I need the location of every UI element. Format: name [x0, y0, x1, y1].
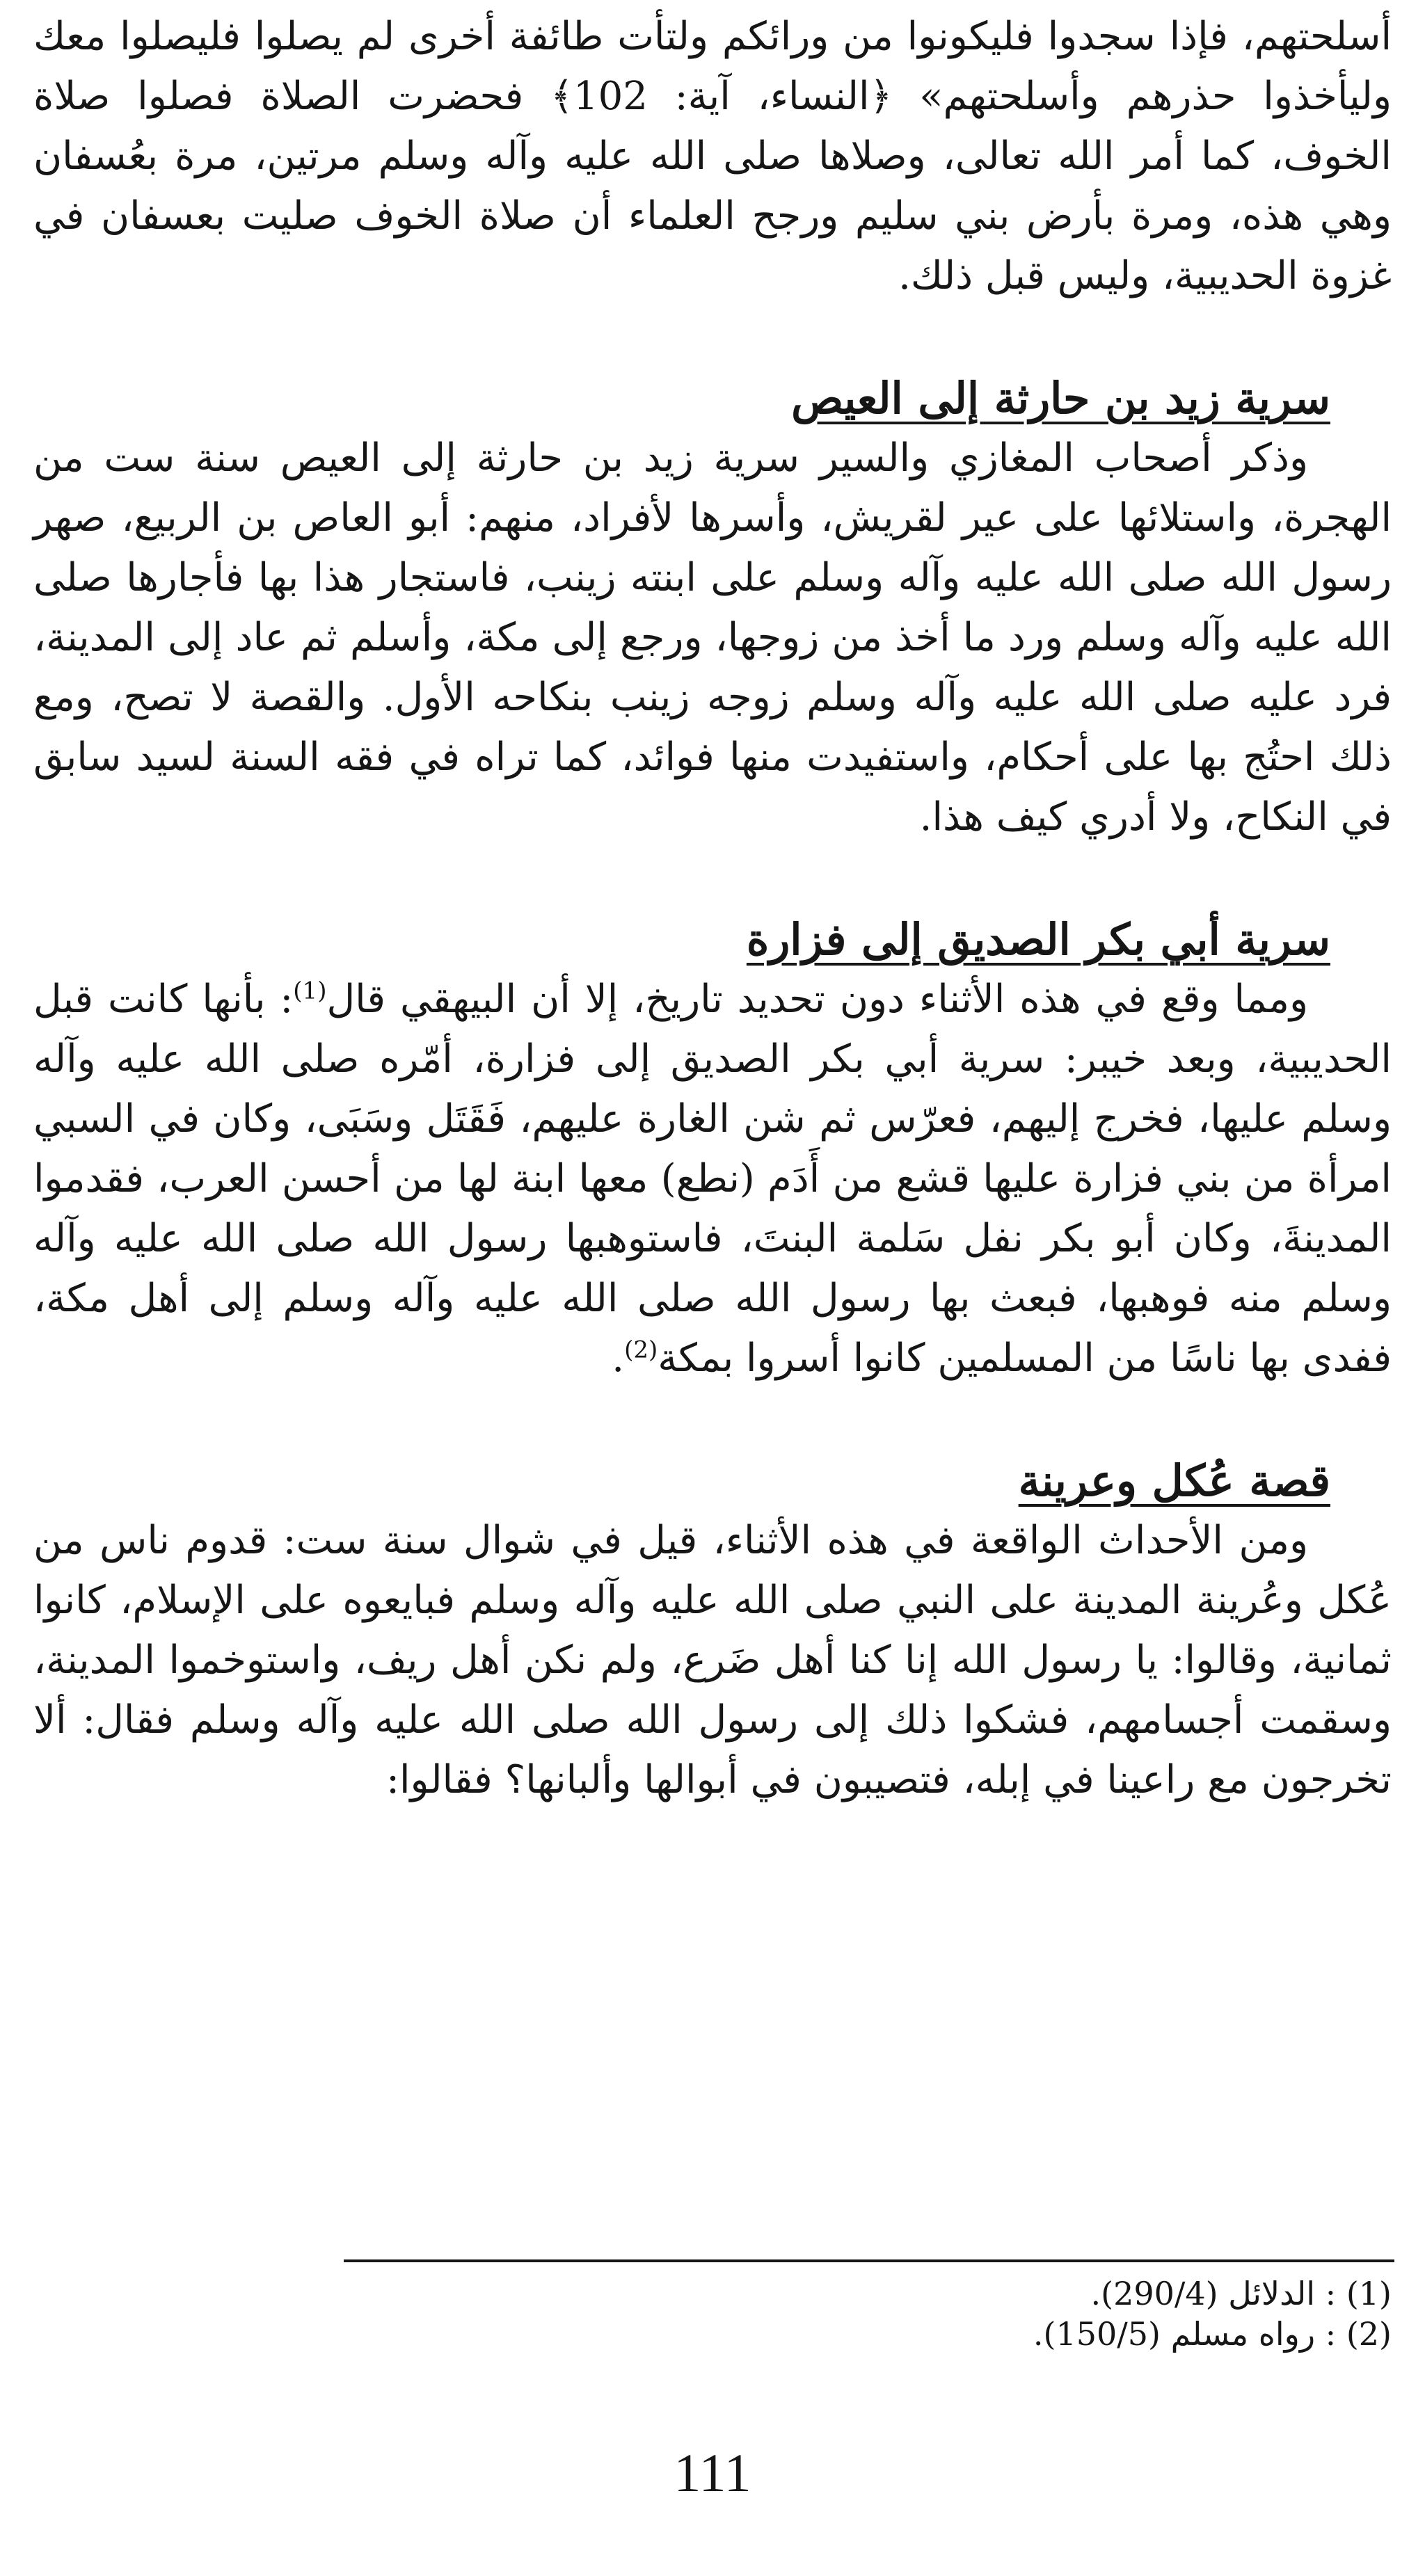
footnote-number: (1)	[1346, 2275, 1392, 2312]
section-gap	[33, 847, 1394, 910]
page-number: 111	[674, 2442, 751, 2503]
footnote-2	[33, 2314, 1394, 2354]
footnotes	[33, 2259, 1394, 2354]
section-body-ukl-urayna: ومن الأحداث الواقعة في هذه الأثناء، قيل في شوال سنة ست: قدوم ناس من عُكل وعُرينة المدينة على النبي صلى الله عليه وآله وسلم فبايعوه على الإسلام، كانوا ثمانية، وقالوا: يا رسول الله إنا كنا أهل ضَرع، ولم نكن أهل ريف، واستوخموا المدينة، وسقمت أجسامهم، فشكوا ذلك إلى رسول الله صلى الله عليه وآله وسلم فقال: ألا تخرجون مع راعينا في إبله، فتصيبون في أبوالها وألبانها؟ فقالوا:	[33, 1518, 1392, 1802]
section-body-zayd: وذكر أصحاب المغازي والسير سرية زيد بن حارثة إلى العيص سنة ست من الهجرة، واستلائها على عير لقريش، وأسرها لأفراد، منهم: أبو العاص بن الربيع، صهر رسول الله صلى الله عليه وآله وسلم على ابنته زينب، فاستجار هذا بها فأجارها صلى الله عليه وآله وسلم ورد ما أخذ من زوجها، ورجع إلى مكة، وأسلم ثم عاد إلى المدينة، فرد عليه صلى الله عليه وآله وسلم زوجه زينب بنكاحه الأول. والقصة لا تصح، ومع ذلك احتُج بها على أحكام، واستفيدت منها فوائد، كما تراه في فقه السنة لسيد سابق في النكاح، ولا أدري كيف هذا.	[33, 435, 1392, 840]
footnote-text: : رواه مسلم (150/5).	[1033, 2315, 1337, 2353]
footnote-marker-1[interactable]: (1)	[293, 977, 327, 1005]
footnote-number: (2)	[1346, 2315, 1392, 2353]
footnote-divider	[344, 2259, 1394, 2262]
page-body	[33, 7, 1394, 1810]
footnote-marker-2[interactable]: (2)	[624, 1336, 658, 1364]
footnote-1	[33, 2273, 1394, 2314]
section-heading-zayd: سرية زيد بن حارثة إلى العيص	[791, 373, 1330, 424]
intro-paragraph: أسلحتهم، فإذا سجدوا فليكونوا من ورائكم ولتأت طائفة أخرى لم يصلوا فليصلوا معك وليأخذوا حذرهم وأسلحتهم» ﴿النساء، آية: 102﴾ فحضرت الصلاة فصلوا صلاة الخوف، كما أمر الله تعالى، وصلاها صلى الله عليه وآله وسلم مرتين، مرة بعُسفان وهي هذه، ومرة بأرض بني سليم ورجح العلماء أن صلاة الخوف صليت بعسفان في غزوة الحديبية، وليس قبل ذلك.	[33, 14, 1392, 298]
section-heading-ukl-urayna: قصة عُكل وعرينة	[1018, 1455, 1330, 1506]
section-gap	[33, 306, 1394, 369]
section-heading-abu-bakr: سرية أبي بكر الصديق إلى فزارة	[746, 914, 1330, 965]
section-gap	[33, 1389, 1394, 1451]
footnote-text: : الدلائل (290/4).	[1090, 2275, 1337, 2312]
section-body-abu-bakr: ومما وقع في هذه الأثناء دون تحديد تاريخ، إلا أن البيهقي قال$^{(1)}$: بأنها كانت قبل الحديبية، وبعد خيبر: سرية أبي بكر الصديق إلى فزارة، أمّره صلى الله عليه وآله وسلم عليها، فخرج إليهم، فعرّس ثم شن الغارة عليهم، فَقَتَل وسَبَى، وكان في السبي امرأة من بني فزارة عليها قشع من أَدَم (نطع) معها ابنة لها من أحسن العرب، فقدموا المدينةَ، وكان أبو بكر نفل سَلمة البنتَ، فاستوهبها رسول الله صلى الله عليه وآله وسلم منه فوهبها، فبعث بها رسول الله صلى الله عليه وآله وسلم إلى أهل مكة، ففدى بها ناسًا من المسلمين كانوا أسروا بمكة$^{(2)}$.	[33, 977, 1392, 1381]
